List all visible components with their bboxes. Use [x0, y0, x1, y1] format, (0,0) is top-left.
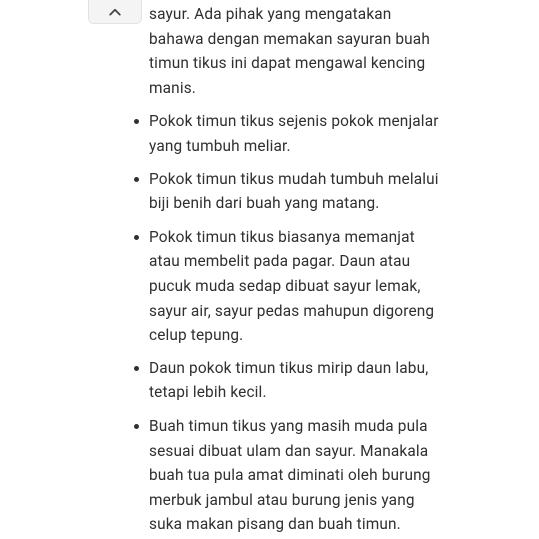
- list-item: [133, 109, 443, 158]
- list-item: [133, 356, 443, 405]
- article-content: [133, 2, 443, 537]
- chevron-up-icon: [107, 4, 123, 20]
- list-item: [133, 225, 443, 348]
- list-item: [133, 414, 443, 537]
- list-item-text: Pokok timun tikus mudah tumbuh melalui biji benih dari buah yang matang.: [149, 169, 439, 213]
- list-item-text: Daun pokok timun tikus mirip daun labu, tetapi lebih kecil.: [149, 358, 429, 402]
- continued-paragraph: sayur. Ada pihak yang mengatakan bahawa dengan memakan sayuran buah timun tikus ini dapat mengawal kencing manis.: [149, 5, 430, 97]
- bullet-dot-icon: [134, 235, 139, 240]
- bullet-list: [133, 109, 443, 537]
- list-item-text: Pokok timun tikus biasanya memanjat atau membelit pada pagar. Daun atau pucuk muda sedap dibuat sayur lemak, sayur air, sayur pedas mahupun digoreng celup tepung.: [149, 227, 435, 345]
- bullet-dot-icon: [134, 177, 139, 182]
- bullet-dot-icon: [134, 119, 139, 124]
- bullet-dot-icon: [134, 424, 139, 429]
- bullet-dot-icon: [134, 366, 139, 371]
- list-item: [133, 167, 443, 216]
- list-item-text: Buah timun tikus yang masih muda pula sesuai dibuat ulam dan sayur. Manakala buah tua pula amat diminati oleh burung merbuk jambul atau burung jenis yang suka makan pisang dan buah timun.: [149, 416, 431, 534]
- list-item-text: Pokok timun tikus sejenis pokok menjalar yang tumbuh meliar.: [149, 112, 439, 155]
